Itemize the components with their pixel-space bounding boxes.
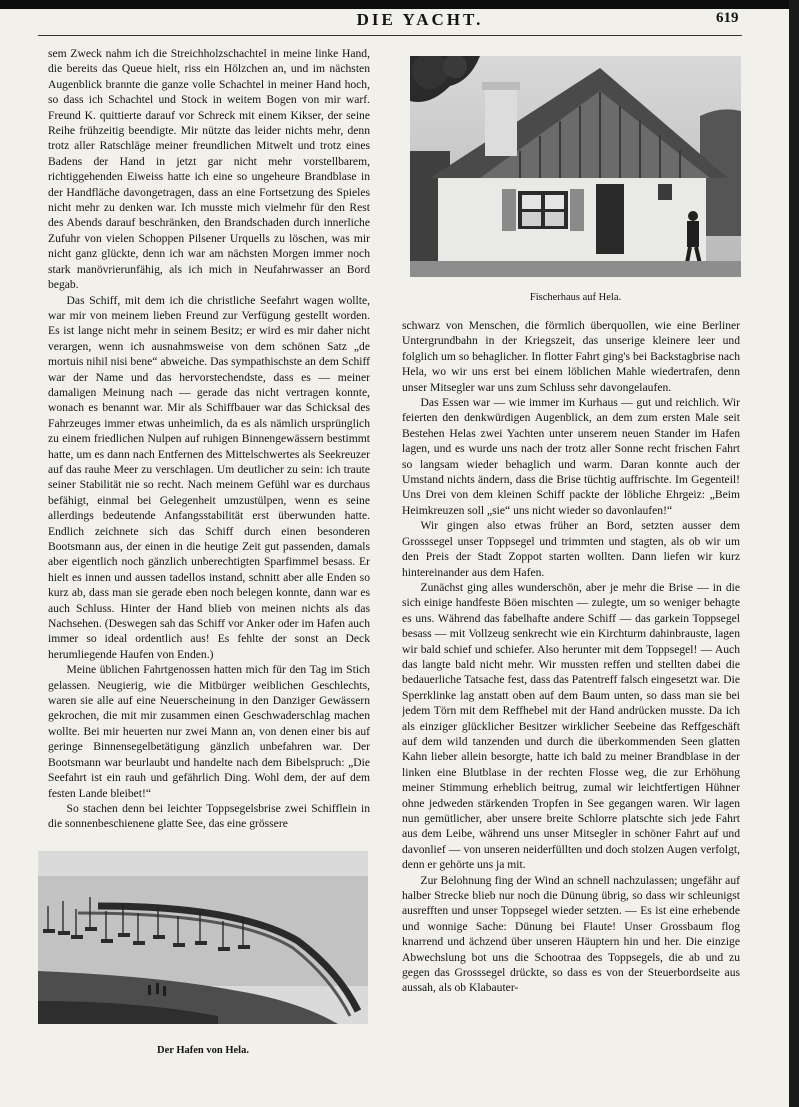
paragraph: Das Essen war — wie immer im Kurhaus — gut und reichlich. Wir feierten den denkwürdigen Augenblick, an dem zum ersten Male seit Bestehen Helas zwei Yachten unter unserem neuen Stander im Hafen lagen, und es wurde uns nach der trotz aller Sonne recht frischen Fahrt so langsam wieder behaglich und warm. Daran konnte auch der Umstand nichts ändern, dass die Brise tüchtig auffrischte. Im Gegenteil! Uns Drei von dem kleinen Schiff packte der löbliche Ehrgeiz: „Beim Heimkreuzen soll „sie“ uns nicht wieder so davonlaufen!“	[402, 396, 740, 517]
fisherman-house-photo	[410, 56, 741, 277]
harbor-image	[38, 851, 368, 1024]
page-right-border	[789, 0, 799, 1107]
paragraph: schwarz von Menschen, die förmlich überquollen, wie eine Berliner Untergrundbahn in der Kriegszeit, das unserige kleinere leer und folglich um so behaglicher. In flotter Fahrt ging's bei Backstagbrise nach Hela, wo wir uns erst bei einem löblichen Mahle wiedertrafen, denn unser Mitsegler war uns zum Schluss sehr davongelaufen.	[402, 319, 740, 394]
paragraph: Zur Belohnung fing der Wind an schnell nachzulassen; ungefähr auf halber Strecke blieb nur noch die Dünung übrig, so dass wir schleunigst ausrefften und unser Toppsegel wieder setzten. — Es ist eine erhebende und wonnige Sache: Dünung bei Flaute! Unser Grossbaum flog knarrend und ächzend über unseren Häuptern hin und her. Die einzige Abwechslung bot uns die Schootraa des Toppsegels, die ab und zu gegen das Grosssegel drückte, so dass es von der Steuerbordseite aus aussah, als ob Klabauter-	[402, 873, 740, 995]
journal-title: DIE YACHT.	[356, 10, 484, 29]
harbor-photo	[38, 851, 368, 1024]
header-rule	[38, 35, 742, 36]
figure-caption-harbor: Der Hafen von Hela.	[157, 1045, 249, 1056]
figure-caption-fisherman-house: Fischerhaus auf Hela.	[529, 292, 622, 303]
text-column-right	[402, 318, 740, 1064]
text-column-left	[48, 46, 370, 841]
fisherman-house-image	[410, 56, 741, 277]
page-number: 619	[716, 10, 739, 26]
running-header	[0, 10, 789, 34]
paragraph: Zunächst ging alles wunderschön, aber je mehr die Brise — in die sich einige handfeste Böen mischten — zulegte, um so weniger behagte es uns. Während das fabelhafte andere Schiff — das garkein Toppsegel besass — mit Vollzeug senkrecht wie ein Kirchturm dahinbrauste, lagen wir bald schief und schiefer. Also herunter mit dem Toppsegel! — Auch das langte bald nicht mehr. Wir mussten reffen und stellten dabei die bedauerliche Tatsache fest, dass das Patentreff falsch eingesetzt war. Die Sperrklinke lag anstatt oben auf dem Baum unten, so dass man sie bei jedem Törn mit dem Reffhebel mit der Hand andrücken musste. Da ich als einziger glücklicher Besitzer wirklicher Seebeine das Reffgeschäft auf dem wild tanzenden und durch die überkommenden Seen glatten Kahn lieber allein besorgte, hatte ich bald zu meiner Brandblase in der linken eine Blutblase in der rechten Flosse weg, die zur Erhöhung meiner Stimmung erheblich beitrug, zumal wir leichtfertigen Hühner ohne jedweden stärkenden Tropfen in See gegangen waren. Wir lagen nun gemütlicher, aber unsere breite Schlorre platschte sich jede Fahrt aus dem Leibe, während uns unser Mitsegler in schöner Fahrt auf und davonlief — von unseren neiderfüllten und doch stolzen Augen verfolgt, denn er gehörte uns ja mit.	[402, 580, 740, 872]
paragraph: Das Schiff, mit dem ich die christliche Seefahrt wagen wollte, war mir von meinem lieben Freund zur Verfügung gestellt worden. Es ist lange nicht mehr in seinem Besitz; er wird es mir daher nicht verargen, wenn ich ausnahmsweise von dem schönen Satz „de mortuis nihil nisi bene“ abweiche. Das sympathischste an dem Schiff war der Name und das hervorstechendste, dass es — meiner damaligen Meinung nach — gerade das nicht vertragen konnte, wonach es benannt war. Mir als Schiffbauer war das Schicksal des Fahrzeuges immer etwas unheimlich, da es als nämlich ursprünglich zu einem friedlichen Nulpen auf ruhigen Binnengewässern bestimmt hatte, um es dann nach Entfernen des Mittelschwertes als Seekreuzer auf das rauhe Meer zu verschlagen. Um deutlicher zu sein: ich traute seiner Stabilität nie so recht. Nach meinem Gefühl war es durchaus befähigt, einmal bei Gelegenheit umzustülpen, wenn es seine allerdings bedeutende Anfangsstabilität erst überwunden hatte. Endlich zeichnete sich das Schiff durch einen besonderen Bootsmann aus, der einen in die heutige Zeit gut passenden, damals aber eigentlich noch gänzlich unberechtigten Sparfimmel besass. Er hielt es innen und aussen tadellos instand, schnitt aber alle Enden so kurz ab, dass man sie gerade eben noch belegen konnte, dann war es auch Schluss. Hinter der Hand blieb von meinen nichts als das Nachsehen. (Deswegen sah das Schiff vor Anker oder im Hafen auch immer so ideal ordentlich aus! Es fehlte der sonst an Deck herumliegende Haufen von Enden.)	[48, 293, 370, 661]
page-top-border	[0, 0, 799, 9]
paragraph: sem Zweck nahm ich die Streichholzschachtel in meine linke Hand, die bereits das Queue hielt, riss ein Hölzchen an, und im nächsten Augenblick brannte die ganze volle Schachtel in meiner Hand hoch, so dass ich Schachtel und Stock in weitem Bogen von mir warf. Freund K. quittierte darauf vor Schreck mit einem Kikser, der seine Reihe frühzeitig beendigte. Mir nützte das leider nichts mehr, denn trotz aller Ratschläge meiner freundlichen Mitwelt und trotz eines Badens der Hand in jetzt gar nicht mehr vorstellbarem, richtiggehenden Eiweiss hatte ich eine so ungeheure Brandblase in der Handfläche davongetragen, dass an eine Fortsetzung des Spieles nicht mehr zu denken war. Ich musste mich vielmehr für den Rest des Abends darauf beschränken, den Brandschaden durch innerliche Zufuhr von vielen Schoppen Pilsener Urquells zu löschen, was mir nicht ganz glückte, denn ich war am nächsten Morgen immer noch stark manövrierunfähig, als ich mich in Neufahrwasser an Bord begab.	[48, 47, 370, 292]
paragraph: Meine üblichen Fahrtgenossen hatten mich für den Tag im Stich gelassen. Neugierig, wie die Mitbürger weiblichen Geschlechts, waren sie alle auf eine Neuerscheinung in den Danziger Gewässern gekrochen, die mit mir zusammen einen Geschwaderschlag machen wollte. Bei mir heuerten nur zwei Mann an, von denen einer bis auf geringe Binnensegelbetätigung gänzlich unbefahren war. Der Bootsmann war beurlaubt und handelte nach dem Bibelspruch: „Die Seefahrt ist ein rauh und gefährlich Ding. Wohl dem, der auf dem festen Lande bleibet!“	[48, 663, 370, 800]
paragraph: So stachen denn bei leichter Toppsegelsbrise zwei Schifflein in die sonnenbeschienene glatte See, das eine grössere	[48, 801, 370, 831]
paragraph: Wir gingen also etwas früher an Bord, setzten ausser dem Grosssegel unser Toppsegel und trimmten und stagten, als ob wir um den Preis der Stadt Zoppot starten wollten. Dann liefen wir kurz hintereinander aus dem Hafen.	[402, 519, 740, 579]
